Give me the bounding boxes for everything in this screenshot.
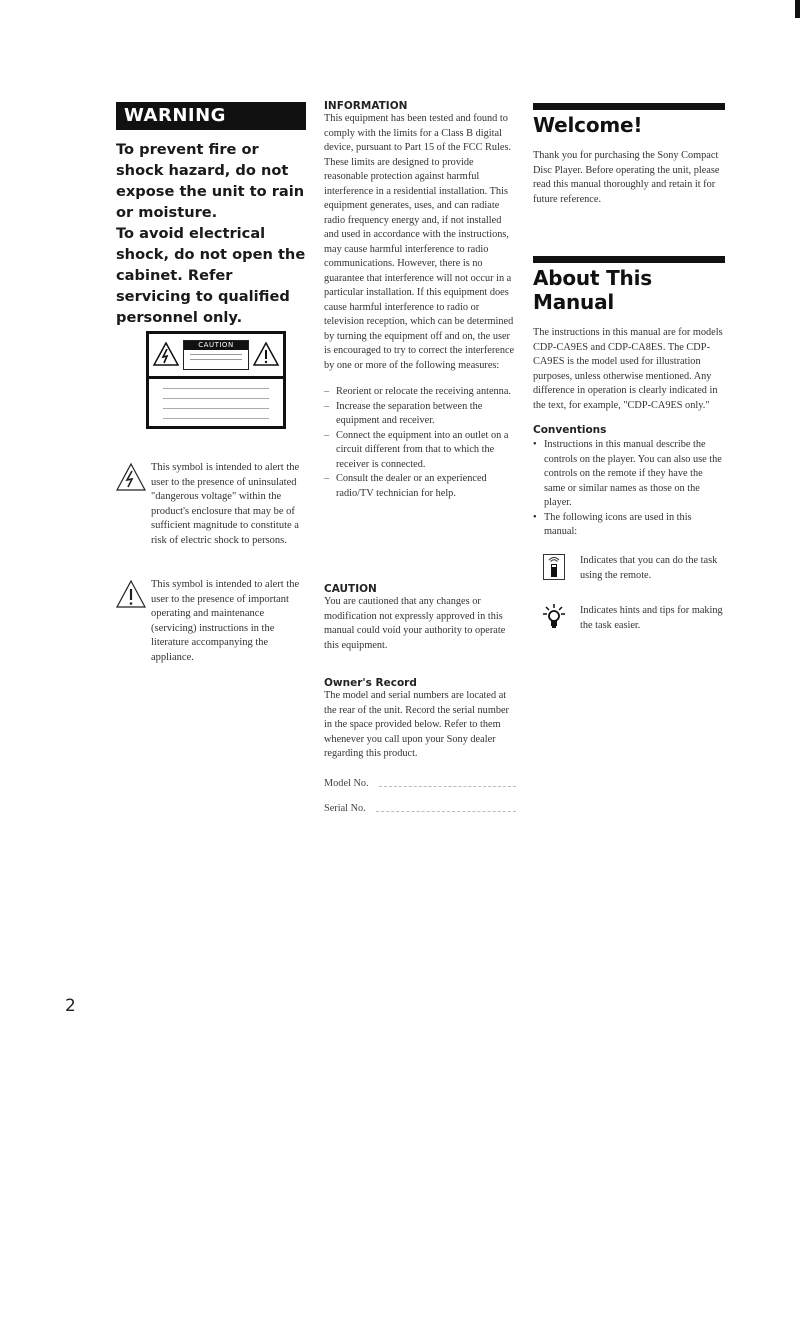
lightning-triangle-icon <box>116 463 146 491</box>
page-number: 2 <box>65 996 76 1016</box>
measure-item: – Reorient or relocate the receiving antenna. <box>324 385 516 400</box>
lightbulb-hint-icon <box>543 604 565 630</box>
model-number-label: Model No. <box>324 777 369 789</box>
conventions-heading: Conventions <box>533 424 607 436</box>
caution-label-fine-print <box>149 388 283 419</box>
warning-line: To avoid electrical shock, do not open the cabinet. Refer servicing to qualified personnel only. <box>116 225 306 326</box>
owners-record-body: The model and serial numbers are located at the rear of the unit. Record the serial number in the space provided below. Refer to them whenever you call upon your Sony dealer regarding this product. <box>324 690 509 759</box>
warning-title: WARNING <box>124 105 226 126</box>
about-heading: About This Manual <box>533 266 652 314</box>
section-rule <box>533 103 725 110</box>
warning-banner <box>116 102 306 130</box>
symbol-note-lightning <box>116 461 306 548</box>
remote-icon-text: Indicates that you can do the task using the remote. <box>580 555 718 581</box>
remote-control-icon <box>543 554 565 580</box>
caution-heading: CAUTION <box>324 583 377 595</box>
measures-list <box>324 385 516 501</box>
serial-number-line[interactable] <box>376 810 516 812</box>
conventions-list <box>533 438 725 540</box>
caution-body: You are cautioned that any changes or modification not expressly approved in this manual could void your authority to operate this equipment. <box>324 596 506 651</box>
symbol-note-text: This symbol is intended to alert the user to the presence of important operating and maintenance (servicing) instructions in the literature accompanying the appliance. <box>151 579 300 663</box>
section-rule <box>533 256 725 263</box>
measure-item: – Connect the equipment into an outlet on a circuit different from that to which the receiver is connected. <box>324 429 516 473</box>
lightning-triangle-icon <box>153 342 179 366</box>
warning-text <box>116 139 306 328</box>
measure-item: – Consult the dealer or an experienced radio/TV technician for help. <box>324 472 516 501</box>
welcome-body: Thank you for purchasing the Sony Compact Disc Player. Before operating the unit, please read this manual thoroughly and retain it for future reference. <box>533 150 720 205</box>
model-number-field <box>324 778 516 789</box>
welcome-heading: Welcome! <box>533 113 643 137</box>
conventions-section <box>533 424 725 540</box>
model-number-line[interactable] <box>379 785 516 787</box>
measure-item: – Increase the separation between the equipment and receiver. <box>324 400 516 429</box>
caution-label-heading: CAUTION <box>184 341 248 350</box>
symbol-note-text: This symbol is intended to alert the user to the presence of uninsulated "dangerous voltage" within the product's enclosure that may be of sufficient magnitude to constitute a risk of electric shock to persons. <box>151 462 300 546</box>
exclamation-triangle-icon <box>116 580 146 608</box>
warning-section <box>116 102 306 328</box>
symbol-note-exclamation <box>116 578 306 665</box>
convention-item: • The following icons are used in this manual: <box>533 511 725 540</box>
owners-record-section <box>324 677 516 814</box>
information-body: This equipment has been tested and found to comply with the limits for a Class B digital device, pursuant to Part 15 of the FCC Rules. These limits are designed to provide reasonable protection against harmful interference in a residential installation. This equipment generates, uses, and can radiate radio frequency energy and, if not installed and used in accordance with the instructions, may cause harmful interference to radio communications. However, there is no guarantee that interference will not occur in a particular installation. If this equipment does cause harmful interference to radio or television reception, which can be determined by turning the equipment off and on, the user is encouraged to try to correct the interference by one or more of the following measures: <box>324 113 515 371</box>
exclamation-triangle-icon <box>253 342 279 366</box>
welcome-section <box>533 103 725 207</box>
serial-number-field <box>324 803 516 814</box>
remote-icon-legend <box>543 554 725 583</box>
information-heading: INFORMATION <box>324 100 408 112</box>
information-section <box>324 100 516 501</box>
about-section <box>533 256 725 413</box>
convention-item: • Instructions in this manual describe the controls on the player. You can also use the controls on the remote if they have the same or similar names as those on the player. <box>533 438 725 511</box>
serial-number-label: Serial No. <box>324 802 366 814</box>
hint-icon-text: Indicates hints and tips for making the task easier. <box>580 605 723 631</box>
page-edge-mark <box>795 0 800 18</box>
about-body: The instructions in this manual are for models CDP-CA9ES and CDP-CA8ES. The CDP-CA9ES is the model used for illustration purposes, unless otherwise mentioned. Any difference in operation is clearly indicated in the text, for example, "CDP-CA9ES only." <box>533 327 723 411</box>
hint-icon-legend <box>543 604 725 633</box>
warning-line: To prevent fire or shock hazard, do not expose the unit to rain or moisture. <box>116 141 305 221</box>
owners-record-heading: Owner's Record <box>324 677 417 689</box>
caution-label-panel <box>183 340 249 370</box>
caution-label-illustration <box>146 331 286 429</box>
caution-section <box>324 583 516 653</box>
